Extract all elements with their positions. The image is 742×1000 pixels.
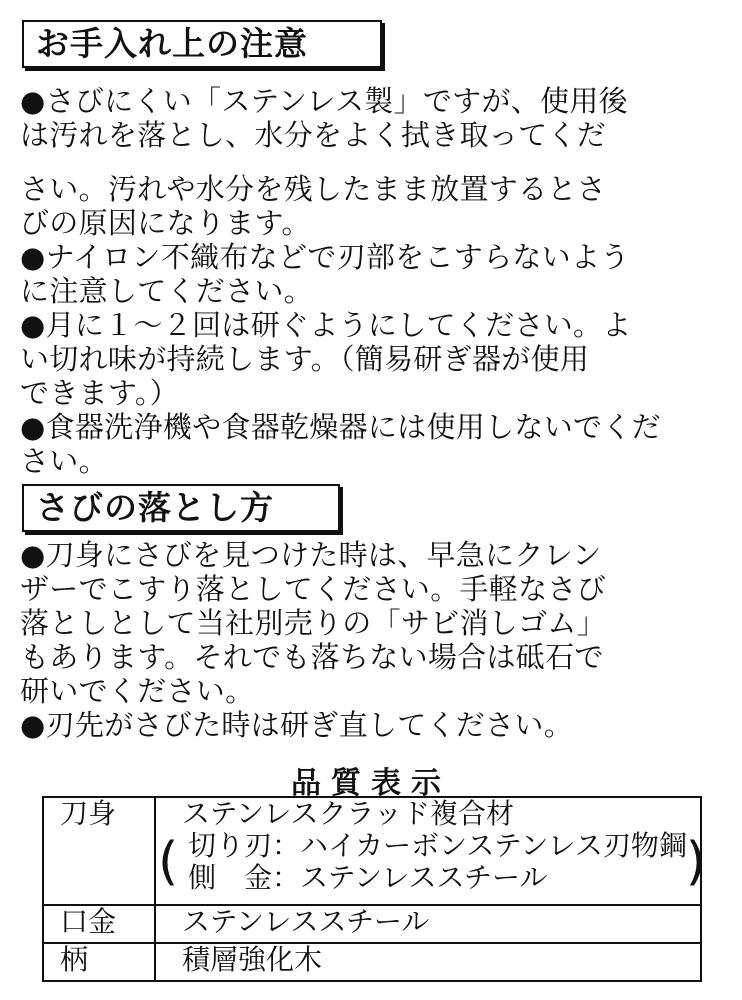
handle-value <box>155 943 701 981</box>
table-row <box>43 943 701 981</box>
blade-cell <box>155 797 706 905</box>
table-row <box>43 797 701 905</box>
rust-line-2: ザーでこすり落としてください。手軽なさび <box>20 572 607 606</box>
care-line-2: は汚れを落とし、水分をよく拭き取ってくだ <box>20 118 607 152</box>
care-line-8: い切れ味が持続します。（簡易研ぎ器が使用 <box>20 342 590 376</box>
rust-line-1: ●刀身にさびを見つけた時は、早急にクレン <box>20 538 602 572</box>
ferrule-material: ステンレススチール <box>182 905 430 938</box>
blade-sub-detail <box>158 829 706 894</box>
paren-close: ) <box>685 832 706 892</box>
rust-line-6: ●刃先がさびた時は研ぎ直してください。 <box>20 708 574 742</box>
rust-line-5: 研いでください。 <box>20 674 255 708</box>
blade-label: 刀身 <box>43 797 155 905</box>
care-line-5: ●ナイロン不織布などで刃部をこすらないよう <box>20 240 630 274</box>
care-section-title: お手入れ上の注意 <box>22 20 382 68</box>
quality-table <box>42 796 706 982</box>
care-line-11: さい。 <box>20 444 108 478</box>
ferrule-label: 口金 <box>43 905 155 943</box>
rust-line-3: 落としとして当社別売りの「サビ消しゴム」 <box>20 606 607 640</box>
care-line-10: ●食器洗浄機や食器乾燥器には使用しないでくだ <box>20 410 661 444</box>
ferrule-value <box>155 905 701 943</box>
handle-label: 柄 <box>43 943 155 981</box>
blade-cutting-edge: 切り刃：ハイカーボンステンレス刃物鋼 <box>188 829 687 862</box>
handle-material: 積層強化木 <box>182 943 323 976</box>
care-line-7: ●月に１～２回は研ぐようにしてください。よ <box>20 308 632 342</box>
quality-title: 品質表示 <box>291 766 451 801</box>
care-line-6: に注意してください。 <box>20 274 314 308</box>
blade-side: 側 金：ステンレススチール <box>188 861 548 894</box>
care-line-4: びの原因になります。 <box>20 206 311 240</box>
blade-material: ステンレスクラッド複合材 <box>182 797 514 830</box>
care-line-1: ●さびにくい「ステンレス製」ですが、使用後 <box>20 84 628 118</box>
paren-open: ( <box>158 832 179 892</box>
rust-section-title: さびの落とし方 <box>22 484 340 532</box>
table-row <box>43 905 701 943</box>
care-line-3: さい。汚れや水分を残したまま放置するとさ <box>20 172 607 206</box>
care-line-9: できます。） <box>20 376 179 410</box>
rust-line-4: もあります。それでも落ちない場合は砥石で <box>20 640 604 674</box>
